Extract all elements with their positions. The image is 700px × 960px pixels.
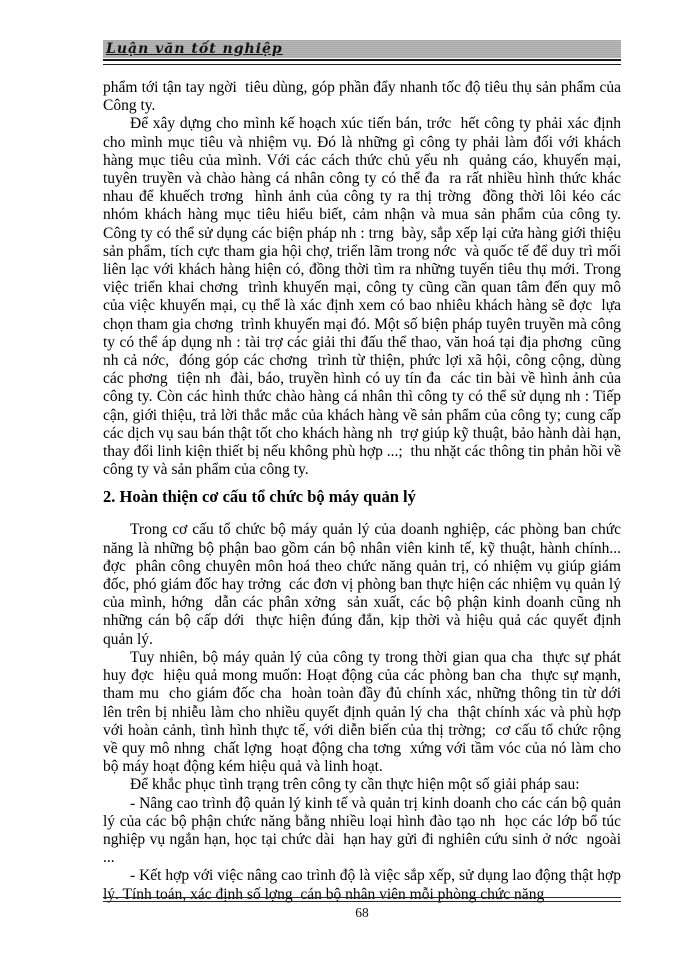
page-footer — [103, 897, 621, 921]
footer-rule — [103, 897, 621, 902]
page-header — [103, 40, 621, 65]
paragraph-continuation: phẩm tới tận tay ngời tiêu dùng, góp phần đẩy nhanh tốc độ tiêu thụ sản phẩm của Công ty. — [103, 79, 625, 115]
document-body — [103, 79, 629, 904]
header-band — [103, 40, 621, 58]
paragraph: Để khắc phục tình trạng trên công ty cần thực hiện một số giải pháp sau: — [130, 776, 580, 794]
paragraph-bullet: - Nâng cao trình độ quản lý kinh tế và quản trị kinh doanh cho các cán bộ quản lý của các bộ phận chức năng bằng nhiều loại hình đào tạo nh học các lớp bổ túc nghiệp vụ ngắn hạn, học tại chức dài hạn hay gửi đi nghiên cứu sinh ở nớc ngoài ... — [103, 794, 625, 867]
header-title: Luận văn tốt nghiệp — [106, 41, 283, 57]
paragraph: Tuy nhiên, bộ máy quản lý của công ty trong thời gian qua cha thực sự phát huy đợc hiệu quả mong muốn: Hoạt động của các phòng ban cha thực sự mạnh, tham mu cho giám đốc cha hoàn toàn đầy đủ chính xác, những thông tin từ dới lên trên bị nhiễu làm cho nhiều quyết định quản lý cha thật chính xác và phù hợp với hoàn cảnh, tình hình thực tế, với diễn biến của thị trờng; cơ cấu tổ chức rộng về quy mô nhng chất lợng hoạt động cha tơng xứng với tầm vóc của nó làm cho bộ máy hoạt động kém hiệu quả và linh hoạt. — [103, 648, 629, 776]
paragraph: Trong cơ cấu tổ chức bộ máy quản lý của doanh nghiệp, các phòng ban chức năng là những bộ phận bao gồm cán bộ nhân viên kinh tế, kỹ thuật, hành chính... đợc phân công chuyên môn hoá theo chức năng quản trị, có nhiệm vụ giúp giám đốc, phó giám đốc hay trởng các đơn vị phòng ban thực hiện các nhiệm vụ quản lý của mình, hớng dẫn các phân xởng sản xuất, các bộ phận kinh doanh cũng nh những cán bộ cấp dới thực hiện đúng đắn, kịp thời và hiệu quả các quyết định quản lý. — [103, 521, 629, 648]
header-rule — [103, 59, 621, 65]
section-heading: 2. Hoàn thiện cơ cấu tổ chức bộ máy quản lý — [103, 487, 416, 507]
paragraph: Để xây dựng cho mình kế hoạch xúc tiến bán, trớc hết công ty phải xác định cho mình mục tiêu và nhiệm vụ. Đó là những gì công ty phải làm đối với khách hàng mục tiêu của mình. Với các cách thức chủ yếu nh quảng cáo, khuyến mại, tuyên truyền và chào hàng cá nhân công ty có thể đa ra rất nhiều hình thức khác nhau để khuếch trơng hình ảnh của công ty ra thị trờng đồng thời lôi kéo các nhóm khách hàng mục tiêu hiểu biết, cảm nhận và mua sản phẩm của công ty. Công ty có thể sử dụng các biện pháp nh : trng bày, sắp xếp lại cửa hàng giới thiệu sản phẩm, tích cực tham gia hội chợ, triển lãm trong nớc và quốc tế để duy trì mối liên lạc với khách hàng hiện có, đồng thời tìm ra những tuyến tiêu thụ mới. Trong việc triển khai chơng trình khuyến mại, công ty cũng cần quan tâm đến quy mô của việc khuyến mại, cụ thể là xác định xem có bao nhiêu khách hàng sẽ đợc lựa chọn tham gia chơng trình khuyến mại đó. Một số biện pháp tuyên truyền mà công ty có thể áp dụng nh : tài trợ các giải thi đấu thể thao, văn hoá tại địa phơng cũng nh cả nớc, đóng góp các chơng trình từ thiện, phức lợi xã hội, công cộng, dùng các phơng tiện nh đài, báo, truyền hình có uy tín đa các tin bài về hình ảnh của công ty. Còn các hình thức chào hàng cá nhân thì công ty có thể sử dụng nh : Tiếp cận, giới thiệu, trả lời thắc mắc của khách hàng về sản phẩm của công ty; cung cấp các dịch vụ sau bán thật tốt cho khách hàng nh trợ giúp kỹ thuật, bảo hành dài hạn, thay đổi linh kiện thiết bị nếu không phù hợp ...; thu nhặt các thông tin phản hồi về công ty và sản phẩm của công ty. — [103, 115, 625, 479]
page-number: 68 — [355, 905, 369, 920]
paragraph-bullet: - Kết hợp với việc nâng cao trình độ là việc sắp xếp, sử dụng lao động thật hợp lý. Tính toán, xác định số lợng cán bộ nhân viên mỗi phòng chức năng — [103, 867, 625, 903]
